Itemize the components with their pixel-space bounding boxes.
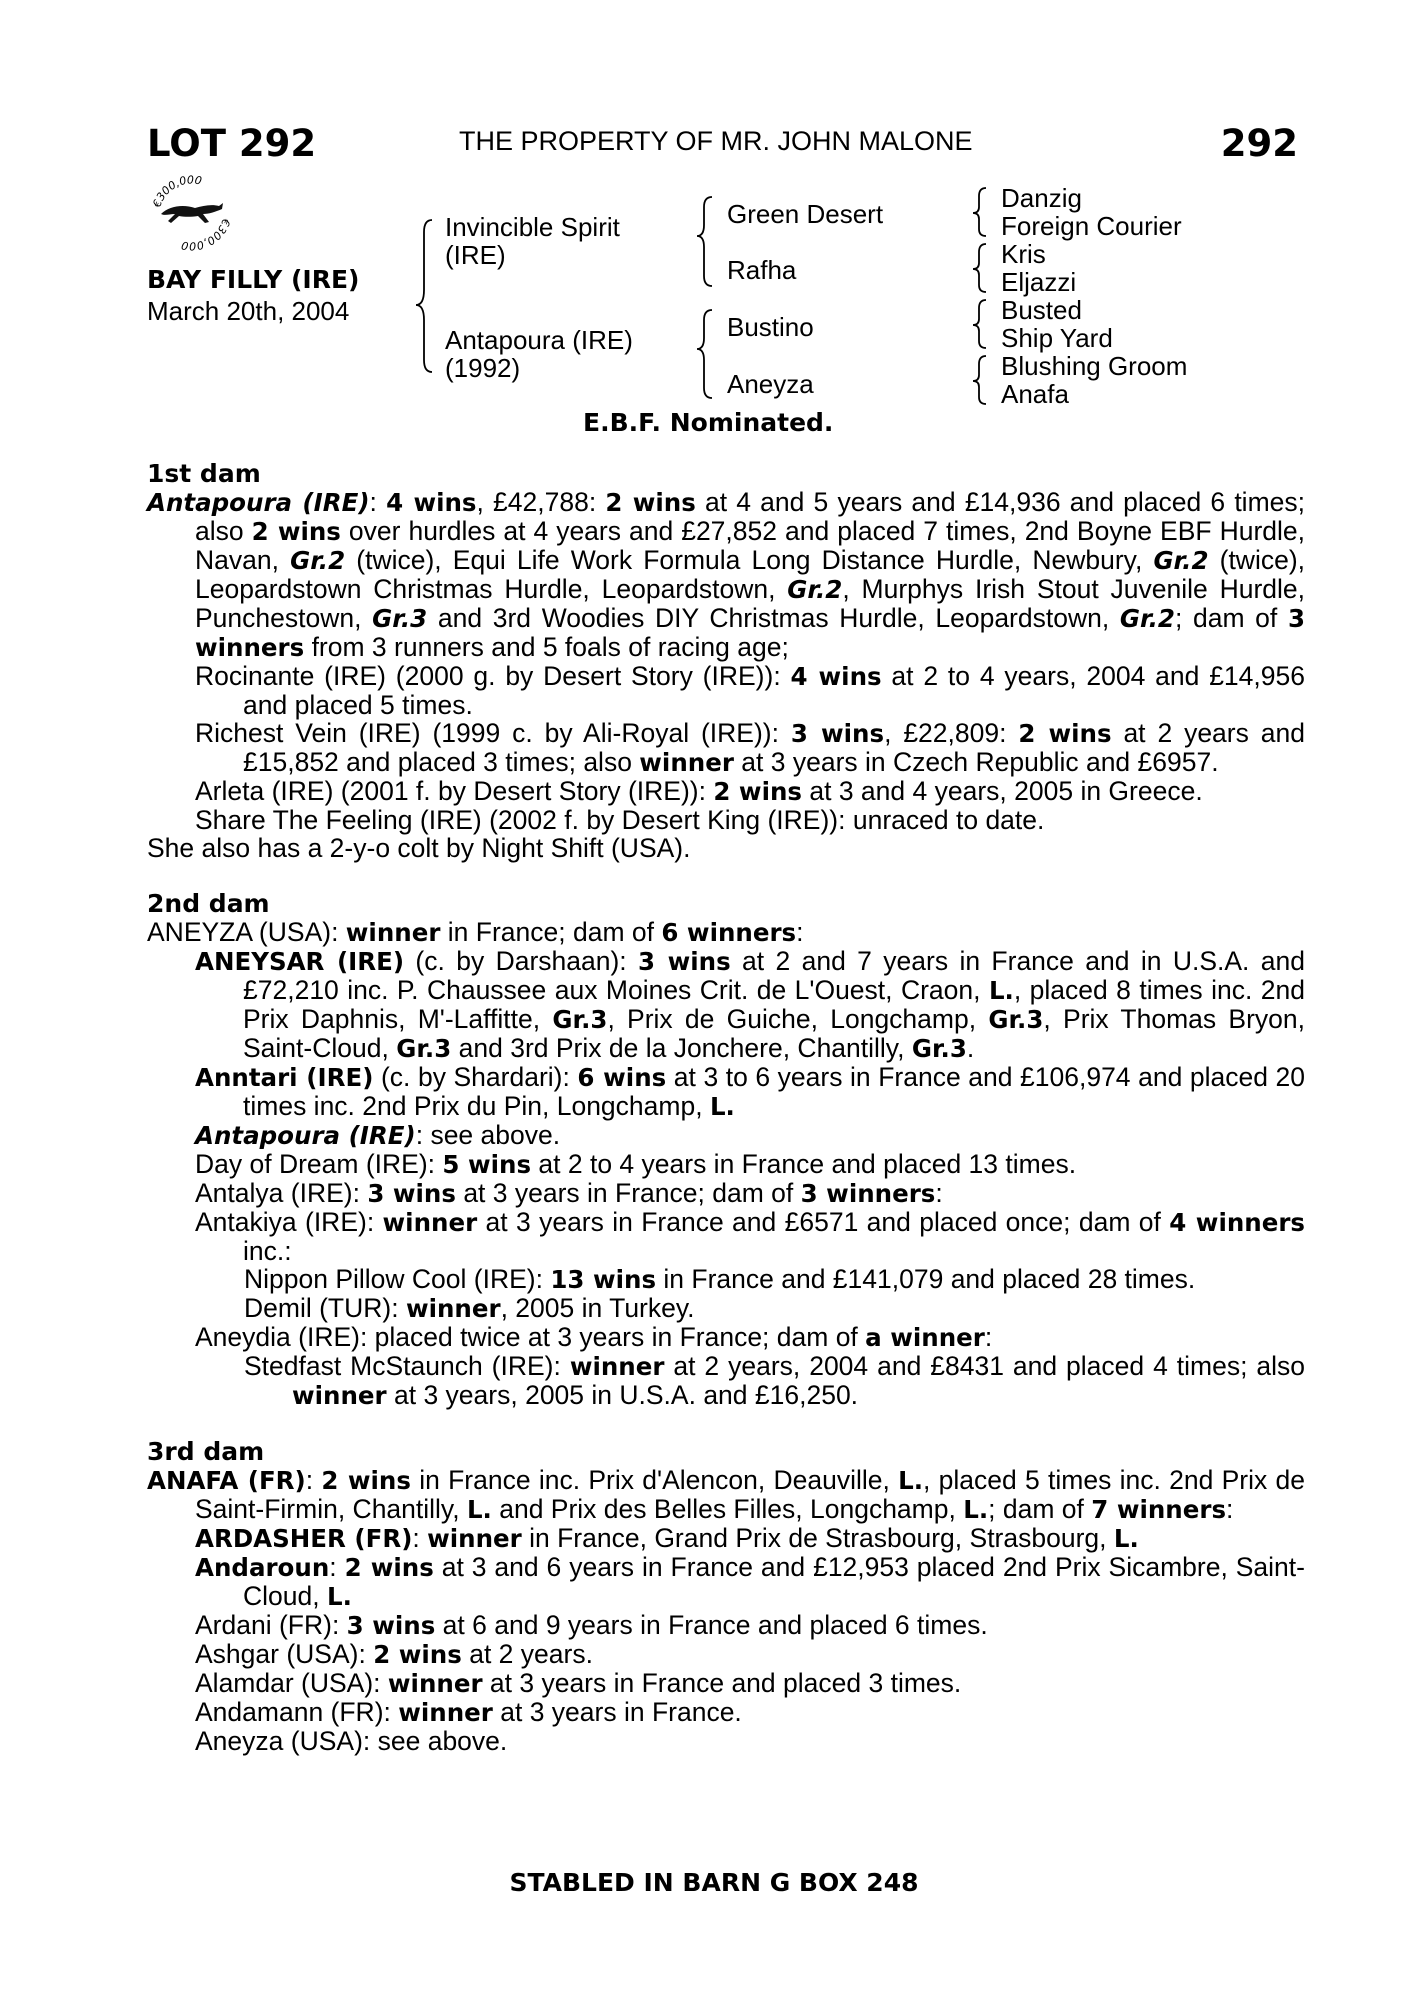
emphasis-bold: L. xyxy=(709,1092,735,1121)
lot-number: 292 xyxy=(1220,122,1298,165)
second-dam-produce: Aneydia (IRE): placed twice at 3 years in France; dam of a winner: xyxy=(195,1322,993,1352)
ebf-nominated: E.B.F. Nominated. xyxy=(583,408,834,437)
emphasis-italic: Gr.2 xyxy=(1153,546,1209,575)
emphasis-italic: Gr.2 xyxy=(787,575,843,604)
emphasis-bold: winner xyxy=(387,1669,483,1698)
second-dam-grand-produce: Stedfast McStaunch (IRE): winner at 2 years, 2004 and £8431 and placed 4 times; also winner at 3 years, 2005 in U.S.A. and £16,250. xyxy=(244,1351,1305,1410)
property-line: THE PROPERTY OF MR. JOHN MALONE xyxy=(459,126,973,156)
emphasis-bold: 6 winners xyxy=(661,918,797,947)
emphasis-bold: 7 winners xyxy=(1091,1495,1227,1524)
emphasis-bold: winner xyxy=(405,1294,501,1323)
emphasis-bold: Anntari (IRE) xyxy=(195,1063,374,1092)
third-dam-produce: Andamann (FR): winner at 3 years in France. xyxy=(195,1697,742,1727)
pedigree-dam-dam: Aneyza xyxy=(727,369,814,399)
emphasis-bold: winner xyxy=(398,1698,493,1727)
first-dam-note: She also has a 2-y-o colt by Night Shift (USA). xyxy=(147,833,691,863)
emphasis-bold: Andaroun xyxy=(195,1553,330,1582)
third-dam-heading: 3rd dam xyxy=(147,1437,265,1466)
pedigree-gen3-3: Kris xyxy=(1001,239,1046,269)
second-dam-heading: 2nd dam xyxy=(147,889,270,918)
emphasis-bold: Gr.3 xyxy=(552,1005,608,1034)
emphasis-bold: 3 wins xyxy=(790,719,885,748)
emphasis-bold: winner xyxy=(345,918,441,947)
pedigree-braces xyxy=(0,0,1428,440)
emphasis-bold: 2 wins xyxy=(605,488,696,517)
second-dam-produce: Antakiya (IRE): winner at 3 years in France and £6571 and placed once; dam of 4 winners inc.: xyxy=(195,1207,1306,1266)
emphasis-bold: 2 wins xyxy=(713,777,802,806)
emphasis-bold: ARDASHER (FR) xyxy=(195,1524,413,1553)
pedigree-sire: Invincible Spirit (IRE) xyxy=(445,212,620,270)
lot-label: LOT 292 xyxy=(147,122,317,165)
emphasis-bold: 3 wins xyxy=(346,1611,436,1640)
stabling-info: STABLED IN BARN G BOX 248 xyxy=(509,1868,919,1897)
second-dam-produce: Day of Dream (IRE): 5 wins at 2 to 4 years in France and placed 13 times. xyxy=(195,1149,1077,1179)
second-dam-produce: Anntari (IRE) (c. by Shardari): 6 wins at 3 to 6 years in France and £106,974 and placed 20 times inc. 2nd Prix du Pin, Longchamp, L. xyxy=(195,1062,1305,1121)
emphasis-bold: 3 winners xyxy=(800,1179,936,1208)
pedigree-dam-sire: Bustino xyxy=(727,312,814,342)
logo-top-text: €300,000 xyxy=(150,173,203,210)
first-dam-entry: Antapoura (IRE): 4 wins, £42,788: 2 wins at 4 and 5 years and £14,936 and placed 6 times; also 2 wins over hurdles at 4 years and £27,852 and placed 7 times, 2nd Boyne EBF Hurdle, Navan, Gr.2 (twice), Equi Life Work Formula Long Distance Hurdle, Newbury, Gr.2 (twice), Leopardstown Christmas Hurdle, Leopardstown, Gr.2, Murphys Irish Stout Juvenile Hurdle, Punchestown, Gr.3 and 3rd Woodies DIY Christmas Hurdle, Leopardstown, Gr.2; dam of 3 winners from 3 runners and 5 foals of racing age; xyxy=(147,487,1306,662)
emphasis-italic: Gr.3 xyxy=(372,604,428,633)
emphasis-bold: 3 wins xyxy=(638,947,731,976)
first-dam-produce: Rocinante (IRE) (2000 g. by Desert Story (IRE)): 4 wins at 2 to 4 years, 2004 and £14,956 and placed 5 times. xyxy=(195,661,1305,720)
emphasis-bold: a winner xyxy=(865,1323,985,1352)
third-dam-entry: ANAFA (FR): 2 wins in France inc. Prix d'Alencon, Deauville, L., placed 5 times inc. 2nd Prix de Saint-Firmin, Chantilly, L. and Prix des Belles Filles, Longchamp, L.; dam of 7 winners: xyxy=(147,1465,1305,1524)
emphasis-bold: winner xyxy=(639,748,734,777)
emphasis-bold: L. xyxy=(466,1495,492,1524)
emphasis-bold: 3 wins xyxy=(367,1179,456,1208)
third-dam-produce: Aneyza (USA): see above. xyxy=(195,1726,508,1756)
emphasis-bold: 3 winners xyxy=(195,604,1306,662)
emphasis-italic: Gr.2 xyxy=(1119,604,1175,633)
second-dam-produce: Antapoura (IRE): see above. xyxy=(195,1120,561,1150)
emphasis-bold: 2 wins xyxy=(321,1466,411,1495)
second-dam-produce: Antalya (IRE): 3 wins at 3 years in France; dam of 3 winners: xyxy=(195,1178,943,1208)
emphasis-italic: Gr.2 xyxy=(290,546,346,575)
horse-description: BAY FILLY (IRE) xyxy=(147,265,360,294)
emphasis-bold: ANAFA (FR) xyxy=(147,1466,306,1495)
emphasis-bold: L. xyxy=(898,1466,924,1495)
third-dam-produce: Andaroun: 2 wins at 3 and 6 years in France and £12,953 placed 2nd Prix Sicambre, Saint-Cloud, L. xyxy=(195,1552,1305,1611)
emphasis-bold: ANEYSAR (IRE) xyxy=(195,947,405,976)
emphasis-bold: Gr.3 xyxy=(396,1034,452,1063)
first-dam-produce: Share The Feeling (IRE) (2002 f. by Desert King (IRE)): unraced to date. xyxy=(195,805,1045,835)
second-dam-produce: ANEYSAR (IRE) (c. by Darshaan): 3 wins at 2 and 7 years in France and in U.S.A. and £72,210 inc. P. Chaussee aux Moines Crit. de L'Ouest, Craon, L., placed 8 times inc. 2nd Prix Daphnis, M'-Laffitte, Gr.3, Prix de Guiche, Longchamp, Gr.3, Prix Thomas Bryon, Saint-Cloud, Gr.3 and 3rd Prix de la Jonchere, Chantilly, Gr.3. xyxy=(195,946,1305,1063)
emphasis-italic: Antapoura (IRE) xyxy=(147,488,370,517)
second-dam-grand-produce: Nippon Pillow Cool (IRE): 13 wins in France and £141,079 and placed 28 times. xyxy=(244,1264,1196,1294)
pedigree-gen3-2: Foreign Courier xyxy=(1001,211,1182,241)
emphasis-bold: Gr.3 xyxy=(911,1034,967,1063)
emphasis-bold: 5 wins xyxy=(442,1150,532,1179)
emphasis-bold: winner xyxy=(569,1352,665,1381)
pedigree-gen3-1: Danzig xyxy=(1001,183,1082,213)
emphasis-bold: 13 wins xyxy=(550,1265,657,1294)
emphasis-bold: 4 wins xyxy=(386,488,477,517)
emphasis-bold: 6 wins xyxy=(577,1063,667,1092)
emphasis-bold: winner xyxy=(427,1524,522,1553)
emphasis-bold: 2 wins xyxy=(251,517,341,546)
logo-bottom-text: €300,000 xyxy=(180,216,233,253)
third-dam-produce: ARDASHER (FR): winner in France, Grand Prix de Strasbourg, Strasbourg, L. xyxy=(195,1523,1139,1553)
third-dam-produce: Ardani (FR): 3 wins at 6 and 9 years in France and placed 6 times. xyxy=(195,1610,988,1640)
emphasis-bold: 2 wins xyxy=(1018,719,1112,748)
pedigree-sire-dam: Rafha xyxy=(727,255,797,285)
emphasis-bold: 2 wins xyxy=(344,1553,434,1582)
first-dam-produce: Arleta (IRE) (2001 f. by Desert Story (IRE)): 2 wins at 3 and 4 years, 2005 in Greece. xyxy=(195,776,1203,806)
catalogue-body xyxy=(147,460,1305,1755)
emphasis-bold: L. xyxy=(963,1495,989,1524)
emphasis-bold: winner xyxy=(292,1381,387,1410)
emphasis-bold: L. xyxy=(326,1582,352,1611)
pedigree-gen3-8: Anafa xyxy=(1001,379,1069,409)
emphasis-bold: 2 wins xyxy=(373,1640,462,1669)
pedigree-dam: Antapoura (IRE) (1992) xyxy=(445,325,633,383)
third-dam-produce: Ashgar (USA): 2 wins at 2 years. xyxy=(195,1639,593,1669)
pedigree-gen3-5: Busted xyxy=(1001,295,1082,325)
third-dam-produce: Alamdar (USA): winner at 3 years in France and placed 3 times. xyxy=(195,1668,962,1698)
emphasis-bold: winner xyxy=(382,1208,478,1237)
emphasis-bold: 4 wins xyxy=(790,662,882,691)
first-dam-produce: Richest Vein (IRE) (1999 c. by Ali-Royal (IRE)): 3 wins, £22,809: 2 wins at 2 years and £15,852 and placed 3 times; also winner at 3 years in Czech Republic and £6957. xyxy=(195,718,1305,777)
emphasis-bold: Gr.3 xyxy=(988,1005,1044,1034)
foaling-date: March 20th, 2004 xyxy=(147,296,350,326)
emphasis-bold: L. xyxy=(1113,1524,1139,1553)
emphasis-bold: 4 winners xyxy=(1169,1208,1306,1237)
first-dam-heading: 1st dam xyxy=(147,459,261,488)
second-dam-entry: ANEYZA (USA): winner in France; dam of 6 winners: xyxy=(147,917,804,947)
emphasis-italic: Antapoura (IRE) xyxy=(195,1121,416,1150)
pedigree-gen3-7: Blushing Groom xyxy=(1001,351,1188,381)
second-dam-grand-produce: Demil (TUR): winner, 2005 in Turkey. xyxy=(244,1293,695,1323)
pedigree-gen3-4: Eljazzi xyxy=(1001,267,1077,297)
pedigree-sire-sire: Green Desert xyxy=(727,199,884,229)
pedigree-gen3-6: Ship Yard xyxy=(1001,323,1113,353)
emphasis-bold: L. xyxy=(988,976,1014,1005)
